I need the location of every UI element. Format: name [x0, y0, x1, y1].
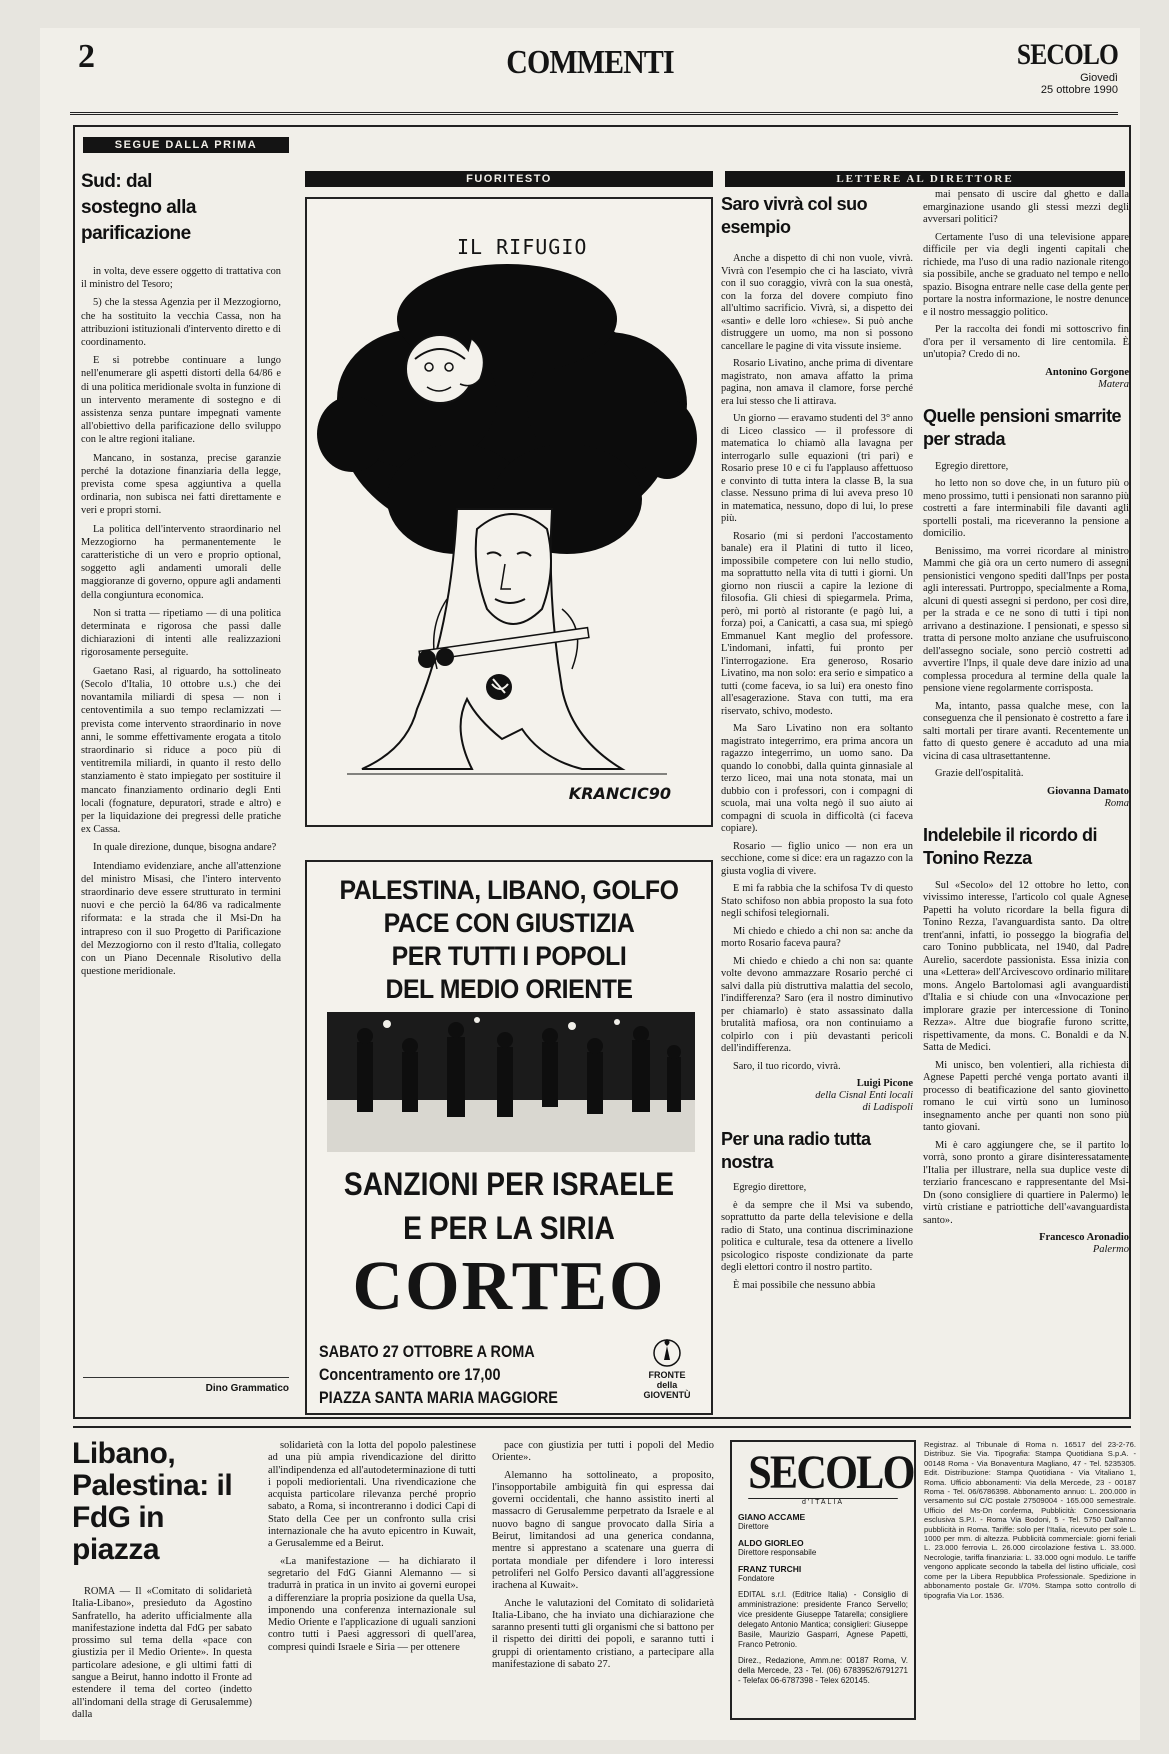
paragraph: Certamente l'uso di una televisione appare difficile per via degli ingenti capitali che richiede, ma l'uso di una radio nazionale ritengo sia possibile, anche se graduato nel tempo e nello spazio. Bisogna entrare nelle case della gente per portare la nostra informazione, le nostre denunce e il nostro messaggio politico. [923, 231, 1129, 318]
registry-info: Registraz. al Tribunale di Roma n. 16517 del 23-2-76. Distribuz. Sie Via. Tipografia: Stampa Quotidiana S.p.A. - 00148 Roma - Via Bonaventura Magliano, 47 - Tel. 5235305. Edit. Distribuzione: Stampa Quotidiana - Via Vitaliano 1, Roma. Ufficio abbonamenti: Via della Mercede, 23 - 00187 Roma - Tel. 06/6786398. Abbonamento annuo: L. 200.000 in versamento sul C/C postale 27509004 - 165.000 semestrale. Ufficio del Ms-Dn conferma, Pubblicità: Concessionaria esclusiva S.P.I. - Roma Via Bodoni, 5 - Tel. 5750 Dall'anno pubblicità in Roma. Tariffe: solo per l'Italia, ricevuto per sole L. 1000 per mm. di altezza. Pubblicità commerciale: giorni feriali L. 23.000 ferrovia L. 26.000 circolazione festiva L. 33.000. Necrologie, tariffa finanziaria: L. 33.000 ogni modulo. Le tariffe vengono applicate secondo la tabella del listino ufficiale, così come per la Libera Repubblica Professionale. Spedizione in abbonamento postale Gr. I/70%. Stampa sotto controllo di tipografia Via Lor. 1536. [924, 1440, 1136, 1600]
corteo-advertisement [305, 860, 713, 1415]
paragraph: È mai possibile che nessuno abbia [733, 1279, 876, 1291]
cartoon-frame [305, 197, 713, 827]
bottom-col3 [492, 1440, 714, 1736]
paragraph: Ma Saro Livatino non era soltanto magistrato integerrimo, era prima ancora un ragazzo integerrimo, un uomo sano. Da quando lo conobbi, dalla quinta ginnasiale al terzo liceo, mai una nota stonata, mai un dubbio con i professori, con i compagni di scuola, mai una volta negò il suo aiuto ai compagni di scuola in difficoltà (ci faceva copiare). [721, 723, 913, 834]
section-title: COMMENTI [506, 44, 674, 81]
paragraph: 5) che la stessa Agenzia per il Mezzogiorno, che ha sostituito la vecchia Cassa, non ha attribuzioni istituzionali d'intervento diretto e di coordinamento. [81, 297, 281, 349]
letters-label: LETTERE AL DIRETTORE [725, 171, 1125, 187]
col1-body [81, 265, 281, 978]
letter1-signature [721, 1078, 913, 1114]
paragraph: Benissimo, ma vorrei ricordare al ministro Mammì che già ora un certo numero di assegni pensionistici vengono spediti dall'Inps per posta agli interessati. Purtroppo, specialmente a Roma, alcuni di questi assegni si perdono, per così dire, per la strada e ce ne sono di tutti i tipi non arrivano a destinazione. I pensionati, e spesso si tratta di persone molto anziane che usufruiscono dell'assegno sociale, sono perciò costretti ad avvertire l'Inps, il quale deve dare inizio ad una complessa procedura al termine della quale la pensione viene regolarmente corrisposta. [923, 545, 1129, 694]
paragraph: Gaetano Rasi, al riguardo, ha sottolineato (Secolo d'Italia, 10 ottobre u.s.) che dei novantamila miliardi di spesa — non i centoventimila a suo tempo reclamizzati — prevista come intervento straordinario in nove anni, le somme effettivamente erogata a titolo straordinario si riduce a poco più di ventitremila miliardi, in quanto il resto dello stanziamento è stato impiegato per sostituire il mancato finanziamento ordinario degli Enti locali (fognature, depuratori, strade e altro) e per la liquidazione dei pregressi delle pratiche ex Cassa. [81, 665, 281, 836]
col1-label: SEGUE DALLA PRIMA [83, 137, 289, 153]
paragraph: Anche le valutazioni del Comitato di solidarietà Italia-Libano, che ha inviato una dichiarazione che saranno presenti tutti gli organismi che si battono per il rispetto dei diritti dei popoli, e saranno tutti i gruppi di orientamento cristiano, a partecipare alla manifestazione di sabato 27. [492, 1597, 714, 1671]
main-frame [73, 125, 1131, 1419]
paragraph: Rosario (mi si perdoni l'accostamento banale) era il Platini di tutto il liceo, impossibile competere con lui nello studio, ma soprattutto nella vita di tutti i giorni. Un giorno non riuscii a capire la lezione di filosofia. Gli chiesi di spiegarmela. Prima, però, mi portò al ristorante (e pagò lui, a forza) poi, a Canicattì, a casa sua, mi spiegò Emmanuel Kant meglio del professore. L'indomani, infatti, fui pronto per l'interrogazione. Era generoso, Rosario Livatino, ma non solo: era serio e simpatico a tutti (come faceva, io sa lui) era onesto fino all'esagerazione. Stava con tutti, ma era riservato, schivo, modesto. [721, 530, 913, 717]
ad-corteo: CORTEO [352, 1248, 666, 1325]
letter3-sig-name: Giovanna Damato [1047, 785, 1129, 797]
paragraph: Grazie dell'ospitalità. [935, 768, 1024, 779]
ad-info-time: Concentramento ore 17,00 [319, 1365, 501, 1384]
masthead-name: SECOLO [748, 1446, 914, 1499]
paragraph: Alemanno ha sottolineato, a proposito, l'insopportabile ambiguità fin qui espressa dai governi occidentali, che hanno assistito inerti al massacro di Gerusalemme perpetrato da Israele e al nuovo bagno di sangue provocato dalla Siria a Beirut, limitandosi ad una generica condanna, mentre si apprestano a scatenare una guerra di portata mondiale per difendere i loro interessi petroliferi nel Golfo Persico davanti all'aggressione irachena al Kuwait». [492, 1469, 714, 1592]
col1-article [81, 169, 281, 1399]
paragraph: Egregio direttore, [935, 460, 1009, 472]
masthead-address: Direz., Redazione, Amm.ne: 00187 Roma, V. della Mercede, 23 - Tel. (06) 6783952/6791271 - Telefax 06-6787398 - Telex 620145. [738, 1656, 908, 1685]
paragraph: solidarietà con la lotta del popolo palestinese ad una più ampia rivendicazione del diritto all'indipendenza ed all'autodeterminazione di tutti i popoli mediorientali. Una rivendicazione che acquista particolare rilevanza perché proprio sabato, a Roma, si incontreranno i dodici Capi di Stato della Cee per un confronto sulla crisi internazionale che ha avuto epicentro in Kuwait, a Gerusalemme ed a Beirut. [268, 1440, 476, 1550]
ad-sanctions [331, 1162, 687, 1250]
ad-info-place: PIAZZA SANTA MARIA MAGGIORE [319, 1388, 558, 1407]
letter4-body [923, 880, 1129, 1228]
letter2-sig-place: Matera [1098, 378, 1129, 390]
paragraph: Anche a dispetto di chi non vuole, vivrà. Vivrà con l'esempio che ci ha lasciato, vivrà con il suo coraggio, vivrà con la sua onestà, con la forza del dovere compiuto fino all'ultimo sacrificio. Vivrà, si, a dispetto dei «santi» e delle loro «chiese». Si può anche distruggere un uomo, ma non si possono cancellare le pagine di vita vissute insieme. [721, 253, 913, 352]
letter4-headline: Indelebile il ricordo di Tonino Rezza [923, 824, 1098, 868]
paragraph: Sul «Secolo» del 12 ottobre ho letto, con vivissimo interesse, l'articolo col quale Agnese Papetti ha voluto ricordare la bella figura di Tonino Rezza, l'avanguardista santo. Da oltre trent'anni, infatti, io posseggo la biografia del caro Tonino pubblicata, nel 1940, dal Padre Aurelio, sacerdote passionista. Essa inizia con una «Lettera» dell'Arcivescovo ordinario militare mons. Angelo Bartolomasi agli avanguardisti d'Italia e si chiude con una «Invocazione per implorare grazie per intercessione di Tonino Rezza». Altre due biografie furono scritte, rispettivamente, da mons. C. Bonaldi e da N. Satta de Medici. [923, 879, 1129, 1053]
paragraph: in volta, deve essere oggetto di trattativa con il ministro del Tesoro; [81, 266, 281, 291]
letter1-sig-role: della Cisnal Enti locali [815, 1090, 913, 1101]
letter3-signature [923, 786, 1129, 810]
bottom-col1 [72, 1586, 252, 1736]
letter3-sig-place: Roma [1104, 797, 1129, 809]
paragraph: Egregio direttore, [733, 1182, 807, 1193]
paragraph: Ma, intanto, passa qualche mese, con la conseguenza che il pensionato è costretto a fare i salti mortali per tirare avanti. Recentemente un fatto di questo genere è accaduto ad una mia vicina di casa ultrasettantenne. [923, 700, 1129, 762]
paragraph: E mi fa rabbia che la schifosa Tv di questo Stato schifoso non abbia proposto la sua foto negli schifosi telegiornali. [721, 883, 913, 919]
ad-info-date: SABATO 27 OTTOBRE A ROMA [319, 1342, 535, 1361]
paragraph: pace con giustizia per tutti i popoli del Medio Oriente». [492, 1440, 714, 1464]
date-full: 25 ottobre 1990 [1040, 84, 1118, 96]
letter4-sig-name: Francesco Aronadio [1039, 1232, 1129, 1243]
newspaper-page [40, 28, 1140, 1740]
cartoon-drawing [307, 199, 711, 825]
letter1-sig-place: di Ladispoli [862, 1102, 913, 1113]
ad-info [319, 1340, 558, 1409]
paragraph: Per la raccolta dei fondi mi sottoscrivo fin d'ora per il versamento di lire centomila. È un'utopia? Credo di no. [923, 324, 1129, 360]
paragraph: In quale direzione, dunque, bisogna andare? [93, 842, 277, 854]
letter1-body [721, 253, 913, 1073]
bottom-headline: Libano, Palestina: il FdG in piazza [72, 1437, 233, 1566]
masthead-sub: d'ITALIA [801, 1499, 845, 1506]
col1-signature: Dino Grammatico [205, 1383, 289, 1394]
torch-icon [652, 1338, 682, 1368]
ad-line-4: DEL MEDIO ORIENTE [385, 974, 633, 1004]
ad-line-1: PALESTINA, LIBANO, GOLFO [339, 875, 679, 905]
paragraph: ROMA — Il «Comitato di solidarietà Italia-Libano», presieduto da Agostino Sanfratello, ha aderito ufficialmente alla manifestazione indetta dal FdG per sabato prossimo sul tema della «pace con giustizia per il Medio Oriente». In questa particolare adesione, e gli ultimi fatti di sangue a Beirut, hanno indotto il Fronte ad estendere il tema del corteo (indetto all'indomani della strage di Gerusalemme) dalla [72, 1586, 252, 1720]
ad-line-2: PACE CON GIUSTIZIA [383, 908, 635, 938]
paragraph: Non si tratta — ripetiamo — di una politica determinata e rigorosa che passi dalle dichiarazioni di intenti alle realizzazioni rigorosamente perseguite. [81, 607, 281, 659]
date-weekday: Giovedì [1080, 72, 1118, 84]
masthead-editorial: EDITAL s.r.l. (Editrice Italia) - Consiglio di amministrazione: presidente Franco Servello; vice presidente Giuseppe Tatarella; consigliere delegato Antonio Mantica; consiglieri: Giuseppe Basile, Maurizio Gasparri, Agnese Papetti, Franco Petronio. [738, 1590, 908, 1649]
paragraph: «La manifestazione — ha dichiarato il segretario del FdG Gianni Alemanno — si tradurrà in pratica in un invito ai governi europei a differenziare la propria posizione da quella Usa, imponendo una conferenza internazionale sul Medio Oriente e l'applicazione di uguali sanzioni contro tutti i Paesi aggressori di quell'area, compresi quindi Israele e Siria — per ottenere [268, 1555, 476, 1653]
letter2-headline: Per una radio tutta nostra [721, 1129, 871, 1172]
page-number: 2 [78, 38, 95, 75]
paragraph: ho letto non so dove che, in un futuro più o meno prossimo, tutti i pensionati non saranno più costretti a fare interminabili file davanti agli sportelli postali, ma riceveranno la pensione a domicilio. [923, 478, 1129, 539]
ad-line-3: PER TUTTI I POPOLI [391, 941, 627, 971]
ad-sanctions-line-2: E PER LA SIRIA [403, 1210, 615, 1246]
paragraph: mai pensato di uscire dal ghetto e dalla emarginazione usando gli stessi mezzi degli avversari politici? [923, 189, 1129, 225]
paragraph: La politica dell'intervento straordinario nel Mezzogiorno ha permanentemente le caratteristiche di un vero e proprio optional, soggetto agli andamenti umorali delle maggioranze di governo, oppure agli andamenti della congiuntura economica. [81, 523, 281, 601]
masthead-box [730, 1440, 916, 1720]
paragraph: Un giorno — eravamo studenti del 3° anno di Liceo classico — il professore di matematica lo chiamò alla lavagna per interrogarlo sulle equazioni (tri pari) e Rosario prese 10 e ci fu l'applauso affettuoso e convinto di tutta intera la classe B, la sua classe. Nessuno prima di lui aveva preso 10 in matematica, nessuno, dopo di lui, lo prese più. [721, 413, 913, 524]
bottom-rule [73, 1426, 1131, 1428]
soldiers-photo [327, 1012, 695, 1152]
letter4-signature [923, 1232, 1129, 1256]
hammer-sickle-emblem [486, 674, 512, 700]
paragraph: Mi chiedo e chiedo a chi non sa: quante volte devono ammazzare Rosario perché ci salvi dalla più distruttiva malattia del secolo, l'indifferenza? Saro (era il nostro diminutivo per chiamarlo) è stato assassinato dalla brutalità mafiosa, ora non continuiamo a colpirlo con i più devastanti pericoli dell'indifferenza. [721, 955, 913, 1054]
letters-col-b [923, 189, 1129, 1417]
paragraph: Mi è caro aggiungere che, se il partito lo vorrà, sono pronto a girare disinteressatamente l'Italia per illustrare, nella sua duplice veste di terziario francescano e rappresentante del Msi-Dn (sono consigliere di quartiere in Palermo) le virtù cristiane e patriottiche dell'«avanguardista santo». [923, 1139, 1129, 1226]
letter2-body [721, 1182, 913, 1292]
staff-founder: FRANZ TURCHI Fondatore [738, 1564, 802, 1583]
paragraph: è da sempre che il Msi va subendo, soprattutto da parte della televisione e della radio di Stato, una continua discriminazione politica e culturale, tesa da ottenere a livello psicologico risposte condizionate da parte degli elettori contro il nostro partito. [721, 1199, 913, 1273]
letter2-signature [923, 367, 1129, 391]
letter2-continuation [923, 189, 1129, 362]
paragraph: Rosario — figlio unico — non era un secchione, come si dice: era un ragazzo con la giusta voglia di vivere. [721, 840, 913, 877]
col2-label: FUORITESTO [305, 171, 713, 187]
col1-end-rule [83, 1377, 289, 1378]
cartoon-signature: KRANCIC90 [568, 784, 671, 803]
header-brand [999, 38, 1118, 96]
bottom-col2 [268, 1440, 476, 1736]
letter4-sig-place: Palermo [1092, 1244, 1129, 1255]
paragraph: Intendiamo evidenziare, anche all'attenzione del ministro Misasi, che l'intero intervento straordinario deve essere strutturato in termini nuovi e che perciò la 64/86 va radicalmente riformata: e la strada che il Msi-Dn ha intrapreso con il suo Progetto di Parificazione del Mezzogiorno con il resto d'Italia, collegato con un Piano Decennale Risolutivo della questione meridionale. [81, 860, 281, 978]
header-rule [70, 112, 1118, 115]
paragraph: Mi chiedo e chiedo a chi non sa: anche da morto Rosario faceva paura? [721, 925, 913, 949]
letter2-sig-name: Antonino Gorgone [1045, 366, 1129, 378]
fronte-gioventu-logo [639, 1338, 695, 1400]
paragraph: Rosario Livatino, anche prima di diventare magistrato, non amava affatto la prima pagina, non amava il clamore, forse perché era lui stesso che li attirava. [721, 358, 913, 407]
cartoon-caption: IL RIFUGIO [457, 235, 588, 259]
paragraph: Mi unisco, ben volentieri, alla richiesta di Agnese Papetti perché venga portato avanti il processo di beatificazione del santo giovinetto romano le cui virtù sono un luminoso insegnamento anche per quanti non sono più tanto giovani. [923, 1059, 1129, 1133]
paragraph: Mancano, in sostanza, precise garanzie perché la dotazione finanziaria della legge, prevista come spesa aggiuntiva a quella ordinaria, non subisca nei fatti direttamente e veri e propri storni. [81, 452, 281, 517]
staff-director: GIANO ACCAME Direttore [738, 1512, 806, 1531]
letter3-headline: Quelle pensioni smarrite per strada [923, 405, 1122, 449]
letter3-body [923, 461, 1129, 781]
letter1-headline: Saro vivrà col suo esempio [721, 194, 868, 237]
letter1-sig-name: Luigi Picone [856, 1078, 913, 1089]
ad-sanctions-line-1: SANZIONI PER ISRAELE [343, 1166, 675, 1202]
logo-text: FRONTE della GIOVENTÙ [643, 1370, 691, 1400]
paragraph: E si potrebbe continuare a lungo nell'enumerare gli aspetti distorti della 64/86 e di una politica meridionale svolta in funzione di un intervento meramente di sostegno e di assistenza senza puntare impegnati vamente all'obiettivo della parificazione dello sviluppo con le altre regioni italiane. [81, 355, 281, 446]
paragraph: Saro, il tuo ricordo, vivrà. [733, 1060, 841, 1072]
brand-name: SECOLO [1016, 38, 1118, 71]
staff-responsible: ALDO GIORLEO Direttore responsabile [738, 1538, 817, 1557]
letters-col-a [721, 193, 913, 1417]
col1-headline: Sud: dal sostegno alla parificazione [81, 171, 196, 244]
